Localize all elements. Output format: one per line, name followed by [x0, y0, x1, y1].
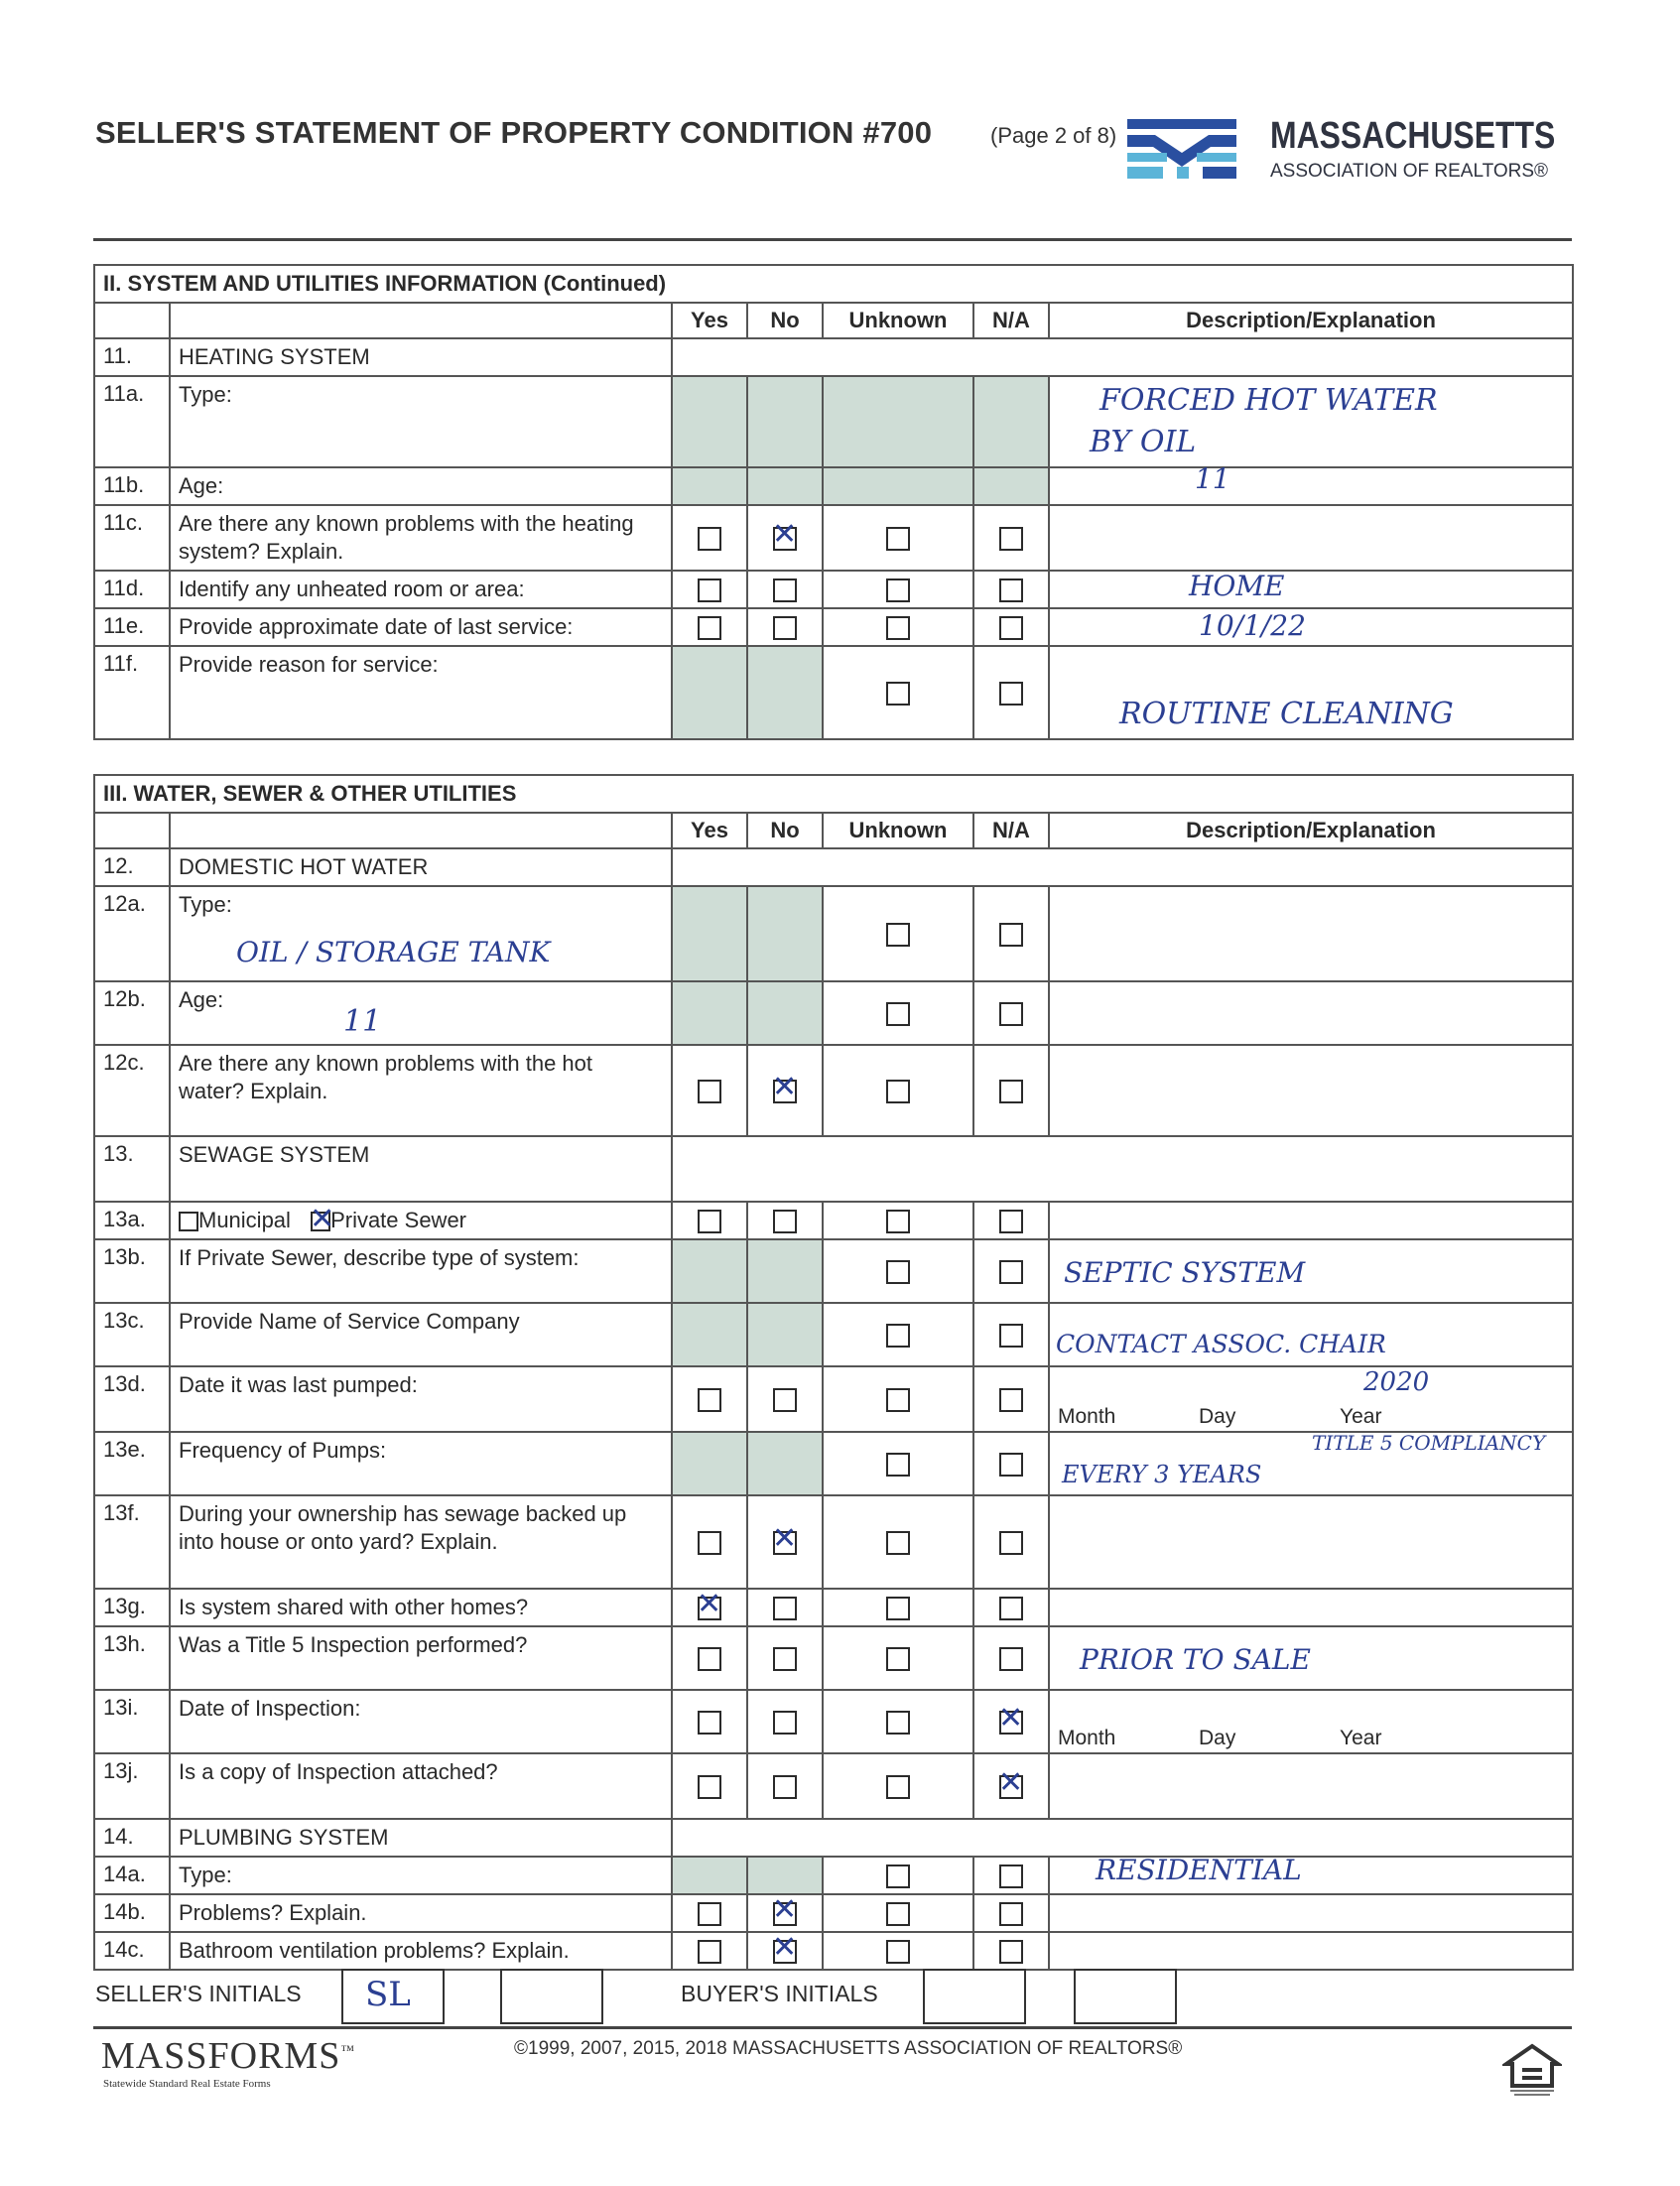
unknown-checkbox[interactable] [886, 923, 910, 947]
answer-cell[interactable] [1049, 1495, 1573, 1589]
form-title: SELLER'S STATEMENT OF PROPERTY CONDITION #700 [95, 115, 933, 150]
row-label: Bathroom ventilation problems? Explain. [170, 1932, 672, 1970]
unknown-checkbox[interactable] [886, 527, 910, 551]
yes-checkbox[interactable] [698, 1647, 721, 1671]
unknown-checkbox[interactable] [886, 1865, 910, 1888]
col-desc: Description/Explanation [1049, 813, 1573, 848]
row-label: Type: [179, 892, 232, 917]
massforms-logo [101, 2034, 355, 2078]
row-label: Date it was last pumped: [170, 1366, 672, 1432]
row-number: 12a. [94, 886, 170, 981]
date-labels [1058, 1405, 1381, 1429]
no-checkbox[interactable] [773, 1388, 797, 1412]
no-checkbox[interactable] [773, 1647, 797, 1671]
row-number: 12. [94, 848, 170, 886]
date-labels [1058, 1727, 1381, 1750]
na-checkbox[interactable] [999, 1260, 1023, 1284]
handwritten-answer: ROUTINE CLEANING [1119, 697, 1454, 731]
org-name: MASSACHUSETTS [1270, 115, 1556, 157]
row-label: Type: [170, 376, 672, 467]
row-number: 11e. [94, 608, 170, 646]
col-unknown: Unknown [823, 813, 973, 848]
massforms-tagline: Statewide Standard Real Estate Forms [103, 2078, 271, 2090]
row-label: Is system shared with other homes? [170, 1589, 672, 1626]
unknown-checkbox[interactable] [886, 1711, 910, 1735]
private-sewer-label: Private Sewer [330, 1208, 467, 1232]
row-label: Type: [170, 1857, 672, 1894]
na-checkbox[interactable] [999, 1940, 1023, 1964]
handwritten-answer: EVERY 3 YEARS [1062, 1461, 1262, 1488]
row-label: Are there any known problems with the heating system? Explain. [170, 505, 672, 571]
row-label: During your ownership has sewage backed up into house or onto yard? Explain. [170, 1495, 672, 1589]
buyer-initials-box-1[interactable] [923, 1969, 1026, 2024]
row-number: 13h. [94, 1626, 170, 1690]
row-number: 13c. [94, 1303, 170, 1366]
year-label: Year [1340, 1405, 1382, 1428]
na-checkbox[interactable] [999, 1711, 1023, 1735]
no-checkbox[interactable] [773, 1080, 797, 1103]
col-no: No [747, 303, 823, 338]
row-label: PLUMBING SYSTEM [170, 1819, 672, 1857]
col-yes: Yes [672, 303, 747, 338]
answer-cell[interactable] [1049, 571, 1573, 608]
answer-cell[interactable] [1049, 1045, 1573, 1136]
no-checkbox[interactable] [773, 1597, 797, 1620]
no-checkbox[interactable] [773, 1711, 797, 1735]
answer-cell[interactable] [1049, 1753, 1573, 1819]
date-field[interactable] [1049, 1366, 1573, 1432]
yes-checkbox[interactable] [698, 1210, 721, 1233]
yes-checkbox[interactable] [698, 1711, 721, 1735]
row-number: 13b. [94, 1239, 170, 1303]
row-label: Problems? Explain. [170, 1894, 672, 1932]
answer-cell[interactable] [1049, 1303, 1573, 1366]
na-checkbox[interactable] [999, 1531, 1023, 1555]
row-number: 11f. [94, 646, 170, 739]
seller-initials-box-2[interactable] [500, 1969, 603, 2024]
handwritten-answer: RESIDENTIAL [1096, 1854, 1302, 1886]
na-checkbox[interactable] [999, 579, 1023, 602]
answer-cell[interactable] [1049, 981, 1573, 1045]
row-number: 14. [94, 1819, 170, 1857]
row-number: 14c. [94, 1932, 170, 1970]
no-checkbox[interactable] [773, 1775, 797, 1799]
na-checkbox[interactable] [999, 1865, 1023, 1888]
unknown-checkbox[interactable] [886, 616, 910, 640]
no-checkbox[interactable] [773, 616, 797, 640]
equal-housing-icon [1502, 2042, 1562, 2098]
row-label: Frequency of Pumps: [170, 1432, 672, 1495]
municipal-checkbox[interactable] [179, 1212, 198, 1231]
type-field[interactable] [170, 886, 672, 981]
row-number: 12b. [94, 981, 170, 1045]
unknown-checkbox[interactable] [886, 1388, 910, 1412]
month-label: Month [1058, 1727, 1116, 1749]
handwritten-answer: HOME [1189, 570, 1285, 602]
na-checkbox[interactable] [999, 1388, 1023, 1412]
age-field[interactable] [170, 981, 672, 1045]
handwritten-answer: 2020 [1363, 1367, 1430, 1397]
row-number: 13i. [94, 1690, 170, 1753]
section-2-title: II. SYSTEM AND UTILITIES INFORMATION (Continued) [94, 265, 1573, 303]
na-checkbox[interactable] [999, 527, 1023, 551]
answer-cell[interactable] [1049, 1432, 1573, 1495]
buyer-initials-label: BUYER'S INITIALS [681, 1981, 878, 2006]
seller-initials-label: SELLER'S INITIALS [95, 1981, 302, 2006]
row-number: 13. [94, 1136, 170, 1202]
unknown-checkbox[interactable] [886, 1531, 910, 1555]
handwritten-answer: SEPTIC SYSTEM [1064, 1256, 1306, 1289]
unknown-checkbox[interactable] [886, 1647, 910, 1671]
na-checkbox[interactable] [999, 1647, 1023, 1671]
na-checkbox[interactable] [999, 1324, 1023, 1348]
yes-checkbox[interactable] [698, 527, 721, 551]
buyer-initials-box-2[interactable] [1074, 1969, 1177, 2024]
row-label: Is a copy of Inspection attached? [170, 1753, 672, 1819]
no-checkbox[interactable] [773, 1531, 797, 1555]
na-checkbox[interactable] [999, 1080, 1023, 1103]
date-field[interactable] [1049, 1690, 1573, 1753]
row-number: 13d. [94, 1366, 170, 1432]
answer-cell[interactable] [1049, 462, 1573, 505]
row-label: SEWAGE SYSTEM [170, 1136, 672, 1202]
yes-checkbox[interactable] [698, 1902, 721, 1926]
unknown-checkbox[interactable] [886, 1453, 910, 1477]
copyright-notice: ©1999, 2007, 2015, 2018 MASSACHUSETTS ASSOCIATION OF REALTORS® [514, 2038, 1183, 2059]
no-checkbox[interactable] [773, 579, 797, 602]
section-2-table [93, 264, 1574, 740]
row-label: If Private Sewer, describe type of system: [170, 1239, 672, 1303]
col-unknown: Unknown [823, 303, 973, 338]
row-number: 11b. [94, 467, 170, 505]
na-checkbox[interactable] [999, 1453, 1023, 1477]
unknown-checkbox[interactable] [886, 1080, 910, 1103]
row-label: Provide approximate date of last service: [170, 608, 672, 646]
na-checkbox[interactable] [999, 616, 1023, 640]
row-number: 13e. [94, 1432, 170, 1495]
sewer-type-options [170, 1202, 672, 1239]
unknown-checkbox[interactable] [886, 1002, 910, 1026]
row-number: 13a. [94, 1202, 170, 1239]
trademark-mark: ™ [340, 2043, 356, 2059]
yes-checkbox[interactable] [698, 616, 721, 640]
row-label: Age: [170, 467, 672, 505]
col-na: N/A [973, 813, 1049, 848]
org-subtitle: ASSOCIATION OF REALTORS® [1270, 161, 1549, 182]
answer-cell[interactable] [1049, 1894, 1573, 1932]
na-checkbox[interactable] [999, 1210, 1023, 1233]
col-no: No [747, 813, 823, 848]
handwritten-answer: CONTACT ASSOC. CHAIR [1056, 1330, 1386, 1358]
day-label: Day [1199, 1405, 1236, 1428]
handwritten-answer: 11 [343, 1004, 382, 1039]
row-number: 14a. [94, 1857, 170, 1894]
na-checkbox[interactable] [999, 923, 1023, 947]
yes-checkbox[interactable] [698, 1775, 721, 1799]
yes-checkbox[interactable] [698, 1940, 721, 1964]
handwritten-answer: BY OIL [1090, 425, 1197, 459]
answer-cell[interactable] [1049, 1239, 1573, 1303]
row-number: 13f. [94, 1495, 170, 1589]
row-number: 11d. [94, 571, 170, 608]
answer-cell[interactable] [1049, 1854, 1573, 1894]
na-checkbox[interactable] [999, 1002, 1023, 1026]
no-checkbox[interactable] [773, 1940, 797, 1964]
col-na: N/A [973, 303, 1049, 338]
answer-cell[interactable] [1049, 608, 1573, 646]
handwritten-answer: PRIOR TO SALE [1080, 1643, 1311, 1676]
na-checkbox[interactable] [999, 1902, 1023, 1926]
handwritten-answer: TITLE 5 COMPLIANCY [1312, 1431, 1546, 1455]
no-checkbox[interactable] [773, 1210, 797, 1233]
row-number: 11. [94, 338, 170, 376]
na-checkbox[interactable] [999, 1775, 1023, 1799]
yes-checkbox[interactable] [698, 579, 721, 602]
row-label: Date of Inspection: [170, 1690, 672, 1753]
handwritten-answer: 11 [1195, 462, 1230, 495]
handwritten-answer: OIL / STORAGE TANK [236, 936, 551, 968]
no-checkbox[interactable] [773, 527, 797, 551]
answer-cell[interactable] [1049, 1932, 1573, 1970]
municipal-label: Municipal [198, 1208, 291, 1232]
header-rule [93, 238, 1572, 241]
yes-checkbox[interactable] [698, 1388, 721, 1412]
answer-cell[interactable] [1049, 376, 1573, 467]
row-label: DOMESTIC HOT WATER [170, 848, 672, 886]
year-label: Year [1340, 1727, 1382, 1749]
month-label: Month [1058, 1405, 1116, 1428]
answer-cell[interactable] [1049, 505, 1573, 571]
private-sewer-checkbox[interactable] [311, 1212, 330, 1231]
unknown-checkbox[interactable] [886, 682, 910, 706]
col-yes: Yes [672, 813, 747, 848]
row-number: 14b. [94, 1894, 170, 1932]
handwritten-answer: 10/1/22 [1199, 609, 1306, 642]
handwritten-initials: SL [365, 1975, 411, 2014]
na-checkbox[interactable] [999, 682, 1023, 706]
row-label: Are there any known problems with the hot water? Explain. [170, 1045, 672, 1136]
row-label: Identify any unheated room or area: [170, 571, 672, 608]
unknown-checkbox[interactable] [886, 1324, 910, 1348]
yes-checkbox[interactable] [698, 1080, 721, 1103]
massforms-name: MASSFORMS [101, 2035, 341, 2077]
section-3-table [93, 774, 1574, 1971]
footer-rule [93, 2026, 1572, 2029]
handwritten-answer: FORCED HOT WATER [1099, 383, 1438, 418]
answer-cell[interactable] [1049, 646, 1573, 739]
na-checkbox[interactable] [999, 1597, 1023, 1620]
day-label: Day [1199, 1727, 1236, 1749]
unknown-checkbox[interactable] [886, 1902, 910, 1926]
row-number: 12c. [94, 1045, 170, 1136]
unknown-checkbox[interactable] [886, 579, 910, 602]
section-3-title: III. WATER, SEWER & OTHER UTILITIES [94, 775, 1573, 813]
mar-logo-icon [1127, 117, 1236, 183]
unknown-checkbox[interactable] [886, 1597, 910, 1620]
seller-initials-box-1[interactable] [341, 1969, 445, 2024]
unknown-checkbox[interactable] [886, 1775, 910, 1799]
row-number: 11a. [94, 376, 170, 467]
unknown-checkbox[interactable] [886, 1210, 910, 1233]
yes-checkbox[interactable] [698, 1597, 721, 1620]
row-label: Provide Name of Service Company [170, 1303, 672, 1366]
row-label: Was a Title 5 Inspection performed? [170, 1626, 672, 1690]
no-checkbox[interactable] [773, 1902, 797, 1926]
unknown-checkbox[interactable] [886, 1940, 910, 1964]
page-indicator: (Page 2 of 8) [990, 123, 1117, 148]
unknown-checkbox[interactable] [886, 1260, 910, 1284]
row-number: 13j. [94, 1753, 170, 1819]
row-label: Provide reason for service: [170, 646, 672, 739]
answer-cell[interactable] [1049, 886, 1573, 981]
answer-cell[interactable] [1049, 1626, 1573, 1690]
row-number: 11c. [94, 505, 170, 571]
yes-checkbox[interactable] [698, 1531, 721, 1555]
row-label: HEATING SYSTEM [170, 338, 672, 376]
row-number: 13g. [94, 1589, 170, 1626]
col-desc: Description/Explanation [1049, 303, 1573, 338]
row-label: Age: [179, 987, 224, 1012]
